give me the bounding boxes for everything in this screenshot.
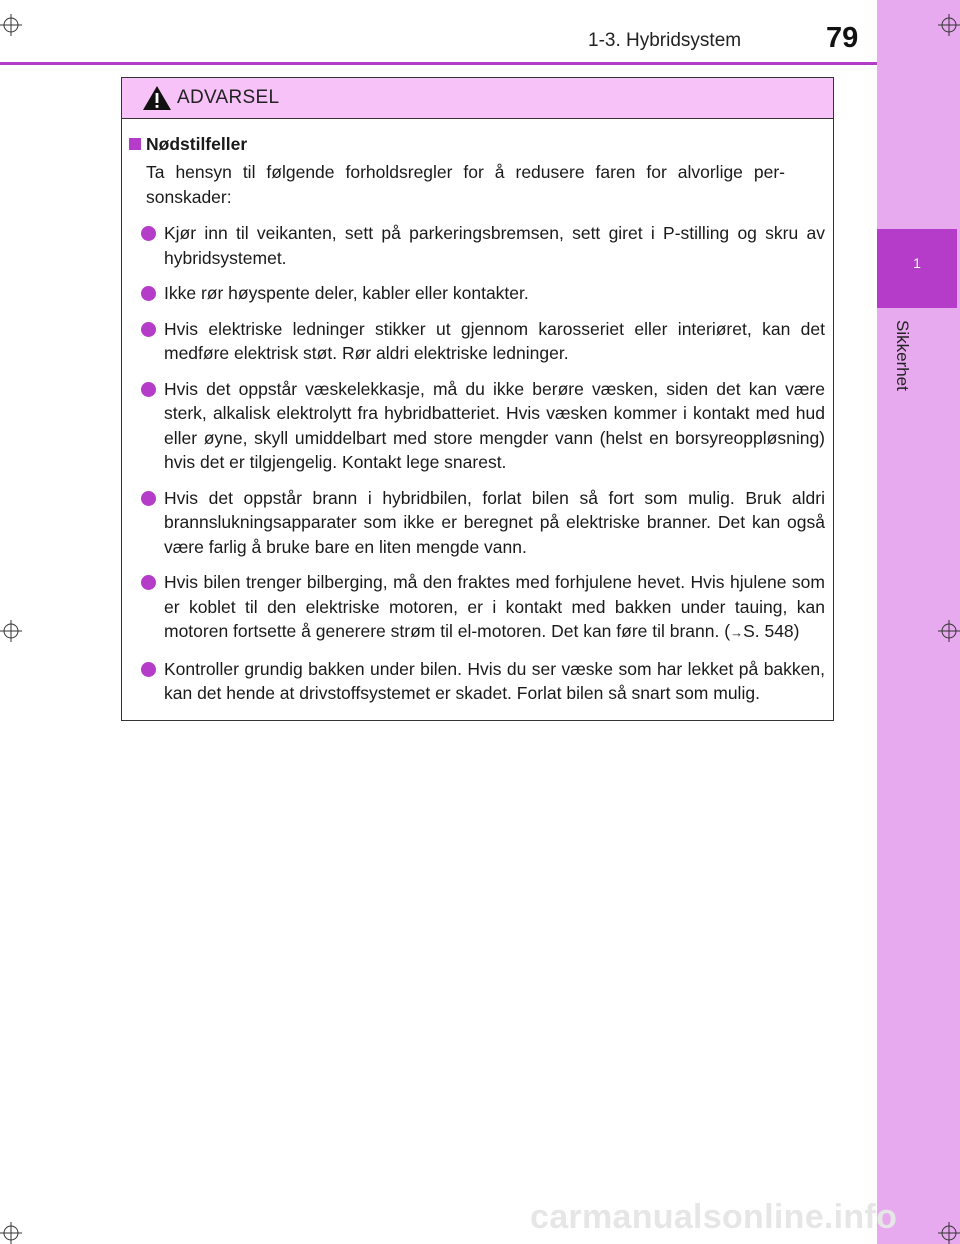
list-item	[122, 486, 833, 560]
page-reference-link[interactable]: S. 548)	[743, 621, 800, 641]
crop-mark-icon	[0, 1222, 22, 1244]
crop-mark-icon	[938, 14, 960, 36]
bullet-dot-icon	[141, 322, 156, 337]
list-item	[122, 570, 833, 646]
warning-intro: Ta hensyn til følgende forholdsregler for å redusere faren for alvorlige per-sonskader:	[146, 162, 785, 207]
list-item-text: Kjør inn til veikanten, sett på parkeringsbremsen, sett giret i P-stilling og skru av hybridsystemet.	[164, 223, 825, 268]
crop-mark-icon	[938, 1222, 960, 1244]
list-item-text: Ikke rør høyspente deler, kabler eller kontakter.	[164, 283, 529, 303]
warning-body	[122, 134, 833, 717]
warning-heading: Nødstilfeller	[146, 134, 248, 154]
list-item	[122, 281, 833, 306]
chapter-number: 1	[913, 255, 921, 271]
square-bullet-icon	[129, 138, 141, 150]
list-item	[122, 377, 833, 475]
list-item-text: Hvis det oppstår væskelekkasje, må du ikke berøre væsken, siden det kan være sterk, alkalisk elektrolytt fra hybridbatteriet. Hvis væsken kommer i kontakt med hud eller øyne, skyll umiddelbart med store mengder vann (helst en borsyreoppløsning) hvis det er tilgjengelig. Kontakt lege snarest.	[164, 378, 825, 472]
section-title: 1-3. Hybridsystem	[588, 30, 742, 51]
warning-title: ADVARSEL	[177, 87, 280, 108]
list-item	[122, 317, 833, 366]
crop-mark-icon	[938, 620, 960, 642]
bullet-dot-icon	[141, 382, 156, 397]
header-rule	[0, 62, 877, 65]
page-number: 79	[826, 22, 859, 54]
crop-mark-icon	[0, 620, 22, 642]
bullet-dot-icon	[141, 226, 156, 241]
bullet-dot-icon	[141, 491, 156, 506]
list-item-text: Kontroller grundig bakken under bilen. Hvis du ser væske som har lekket på bakken, kan det hende at drivstoffsystemet er skadet. Forlat bilen så snart som mulig.	[164, 658, 825, 703]
bullet-dot-icon	[141, 286, 156, 301]
chapter-tab[interactable]	[877, 229, 957, 308]
bullet-dot-icon	[141, 575, 156, 590]
watermark: carmanualsonline.info	[530, 1198, 898, 1236]
list-item-text: Hvis bilen trenger bilberging, må den fraktes med forhjulene hevet. Hvis hjulene som er koblet til den elektriske motoren, er i kontakt med bakken under tauing, kan motoren fortsette å generere strøm til el-motoren. Det kan føre til brann. (	[164, 572, 825, 641]
warning-triangle-icon	[142, 85, 172, 111]
list-item	[122, 657, 833, 706]
chapter-label: Sikkerhet	[893, 320, 912, 391]
warning-heading-row	[122, 134, 833, 158]
warning-header	[122, 78, 833, 119]
crop-mark-icon	[0, 14, 22, 36]
warning-bullet-list	[122, 221, 833, 706]
list-item-text: Hvis det oppstår brann i hybridbilen, forlat bilen så fort som mulig. Bruk aldri brannslukningsapparater som ikke er beregnet på elektriske branner. Det kan også være farlig å bruke bare en liten mengde vann.	[164, 487, 825, 557]
list-item-text: Hvis elektriske ledninger stikker ut gjennom karosseriet eller interiøret, kan det medføre elektrisk støt. Rør aldri elektriske ledninger.	[164, 318, 825, 363]
warning-box	[121, 77, 834, 721]
arrow-right-icon: →	[730, 625, 744, 640]
bullet-dot-icon	[141, 662, 156, 677]
list-item	[122, 221, 833, 270]
